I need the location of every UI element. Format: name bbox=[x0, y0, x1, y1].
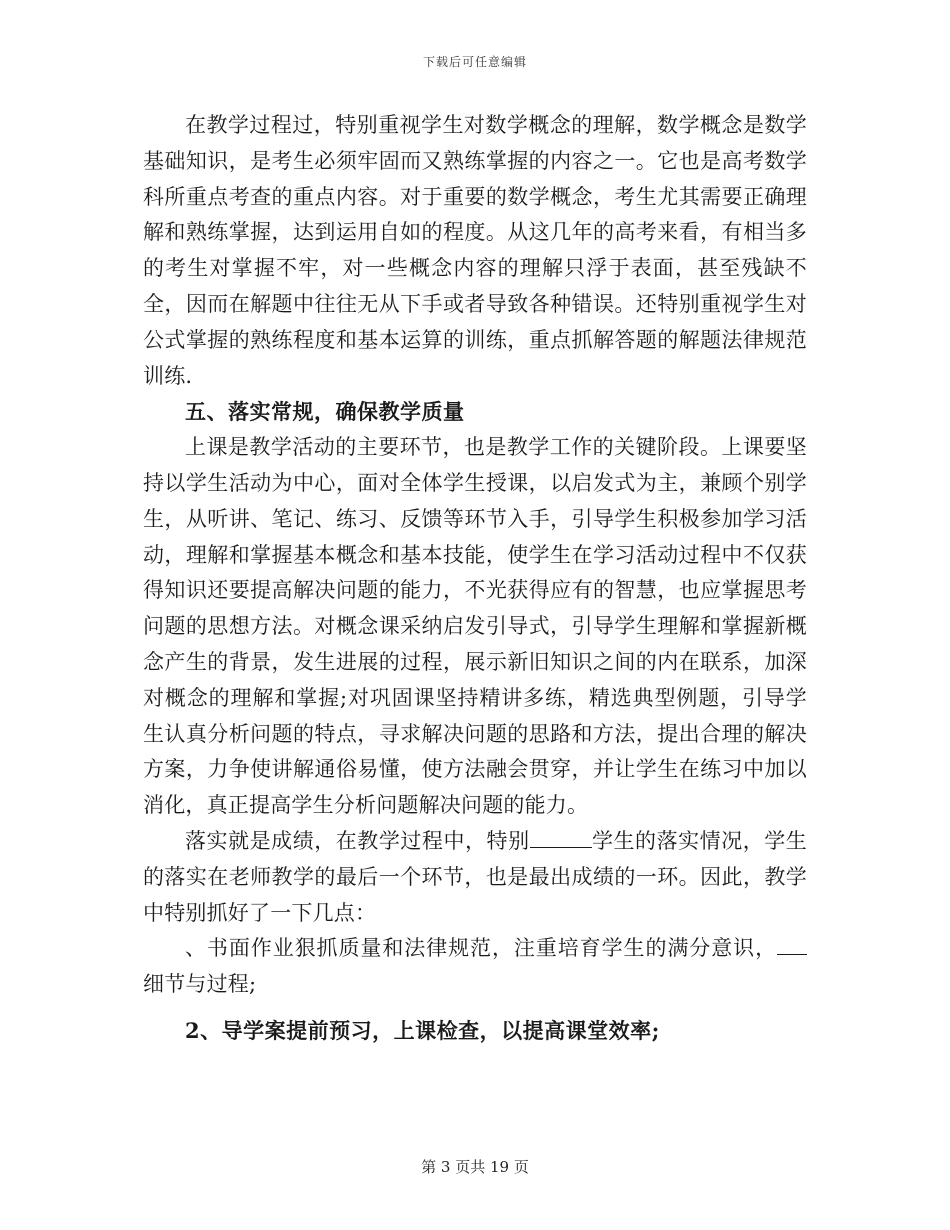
fill-in-blank bbox=[777, 953, 807, 955]
homework-text-end: 细节与过程; bbox=[143, 972, 257, 997]
section-heading-five: 五、落实常规，确保教学质量 bbox=[185, 399, 465, 425]
header-note: 下载后可任意编辑 bbox=[422, 55, 527, 69]
paragraph-homework bbox=[143, 931, 807, 1003]
fill-in-blank bbox=[530, 846, 592, 848]
paragraph-concepts: 在教学过程过，特别重视学生对数学概念的理解，数学概念是数学基础知识，是考生必须牢固而又熟练掌握的内容之一。它也是高考数学科所重点考查的重点内容。对于重要的数学概念，考生尤其需要正确理解和熟练掌握，达到运用自如的程度。从这几年的高考来看，有相当多的考生对掌握不牢，对一些概念内容的理解只浮于表面，甚至残缺不全，因而在解题中往往无从下手或者导致各种错误。还特别重视学生对公式掌握的熟练程度和基本运算的训练，重点抓解答题的解题法律规范训练. bbox=[143, 113, 807, 388]
implementation-text-start: 落实就是成绩，在教学过程中，特别 bbox=[185, 828, 530, 853]
paragraph-implementation bbox=[143, 824, 807, 931]
homework-text-start: 、书面作业狠抓质量和法律规范，注重培育学生的满分意识， bbox=[185, 936, 777, 961]
section-heading-two: 2、导学案提前预习，上课检查，以提高课堂效率; bbox=[185, 1017, 660, 1043]
implementation-text-end: 学生的落实情况，学生的落实在老师教学的最后一个环节，也是最出成绩的一环。因此，教学中特别抓好了一下几点： bbox=[143, 828, 808, 925]
page-number: 第 3 页共 19 页 bbox=[421, 1158, 529, 1176]
document-body bbox=[143, 108, 807, 1049]
paragraph-lessons: 上课是教学活动的主要环节，也是教学工作的关键阶段。上课要坚持以学生活动为中心，面对全体学生授课，以启发式为主，兼顾个别学生，从听讲、笔记、练习、反馈等环节入手，引导学生积极参加学习活动，理解和掌握基本概念和基本技能，使学生在学习活动过程中不仅获得知识还要提高解决问题的能力，不光获得应有的智慧，也应掌握思考问题的思想方法。对概念课采纳启发引导式，引导学生理解和掌握新概念产生的背景，发生进展的过程，展示新旧知识之间的内在联系，加深对概念的理解和掌握;对巩固课坚持精讲多练，精选典型例题，引导学生认真分析问题的特点，寻求解决问题的思路和方法，提出合理的解决方案，力争使讲解通俗易懂，使方法融会贯穿，并让学生在练习中加以消化，真正提高学生分析问题解决问题的能力。 bbox=[143, 435, 807, 818]
